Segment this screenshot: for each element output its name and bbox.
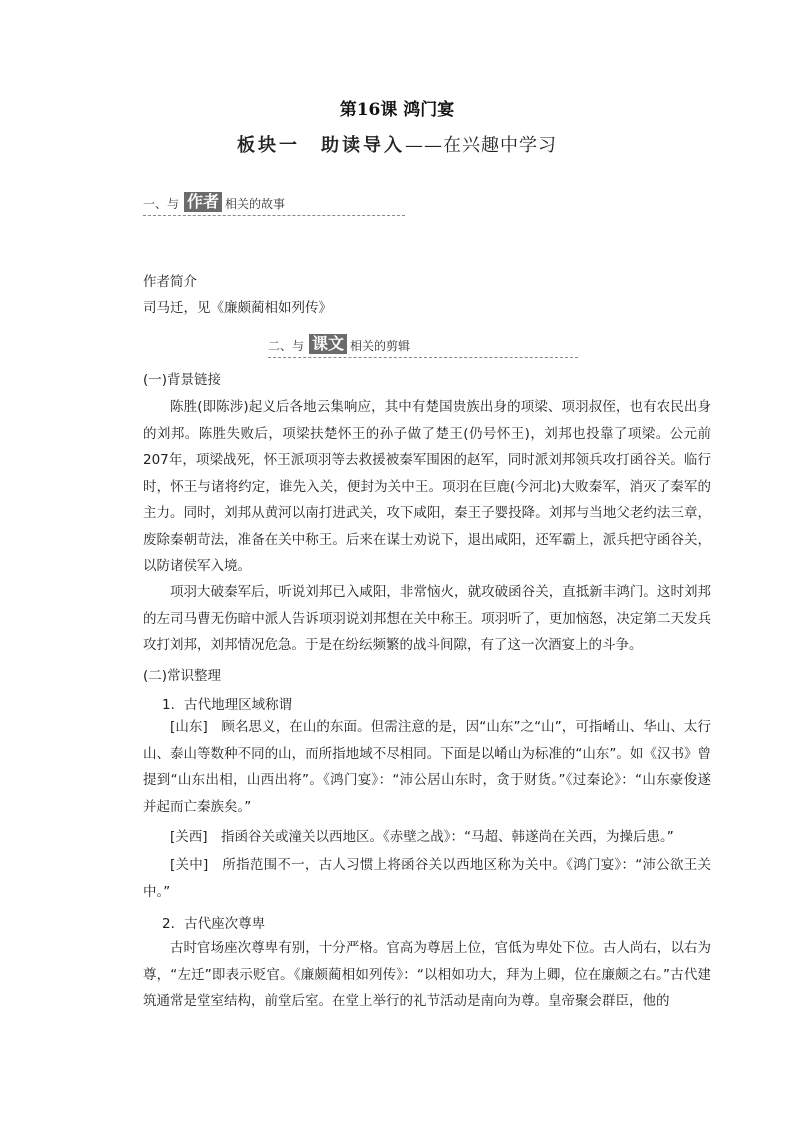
author-intro-text: 司马迁，见《廉颇蔺相如列传》 [143,300,332,316]
knowledge-item-heading: 1．古代地理区域称谓 [162,697,293,713]
lesson-title: 第16课 鸿门宴 [339,100,455,120]
background-heading: (一)背景链接 [143,372,222,388]
section-keyword-box: 课文 [309,334,347,354]
term-entry [143,714,711,820]
section-number: 一、与 [143,197,180,211]
term-entry [143,824,711,851]
term-label: [关西] [170,829,208,845]
section-suffix: 相关的故事 [225,197,286,211]
subtitle-main: 板块一 助读导入 [237,135,405,156]
term-entry [143,852,711,905]
background-paragraph: 项羽大破秦军后，听说刘邦已入咸阳，非常恼火，就攻破函谷关，直抵新丰鸿门。这时刘邦的左司马曹无伤暗中派人告诉项羽说刘邦想在关中称王。项羽听了，更加恼怒，决定第二天发兵攻打刘邦，刘邦情况危急。于是在纷纭频繁的战斗间隙，有了这一次酒宴上的斗争。 [143,584,711,653]
section-keyword-box: 作者 [184,192,222,212]
term-label: [关中] [170,857,209,873]
section-number: 二、与 [268,339,305,353]
term-text: 顾名思义，在山的东面。但需注意的是，因“山东”之“山”，可指崤山、华山、太行山、泰山等数种不同的山，而所指地域不尽相同。下面是以崤山为标准的“山东”。如《汉书》曾提到“山东出相，山西出将”。《鸿门宴》：“沛公居山东时，贪于财货。”《过秦论》：“山东豪俊遂并起而亡秦族矣。” [143,719,711,815]
term-text: 所指范围不一，古人习惯上将函谷关以西地区称为关中。《鸿门宴》：“沛公欲王关中。” [143,857,711,900]
block-subtitle [0,131,794,157]
author-intro-heading: 作者简介 [143,274,197,290]
term-label: [山东] [170,719,208,735]
section-text-heading [268,334,578,358]
section-suffix: 相关的剪辑 [350,339,411,353]
term-text: 指函谷关或潼关以西地区。《赤壁之战》：“马超、韩遂尚在关西，为操后患。” [221,829,674,845]
knowledge-heading: (二)常识整理 [143,668,222,684]
subtitle-tail: 在兴趣中学习 [443,135,557,156]
subtitle-dash: —— [405,135,443,156]
background-paragraph: 陈胜(即陈涉)起义后各地云集响应，其中有楚国贵族出身的项梁、项羽叔侄，也有农民出身的刘邦。陈胜失败后，项梁扶楚怀王的孙子做了楚王(仍号怀王)，刘邦也投靠了项梁。公元前207年，项梁战死，怀王派项羽等去救援被秦军围困的赵军，同时派刘邦领兵攻打函谷关。临行时，怀王与诸将约定，谁先入关，便封为关中王。项羽在巨鹿(今河北)大败秦军，消灭了秦军的主力。同时，刘邦从黄河以南打进武关，攻下咸阳，秦王子婴投降。刘邦与当地父老约法三章，废除秦朝苛法，准备在关中称王。后来在谋士劝说下，退出咸阳，还军霸上，派兵把守函谷关，以防诸侯军入境。 [143,399,711,574]
seating-paragraph: 古时官场座次尊卑有别，十分严格。官高为尊居上位，官低为卑处下位。古人尚右，以右为尊，“左迁”即表示贬官。《廉颇蔺相如列传》：“以相如功大，拜为上卿，位在廉颇之右。”古代建筑通常是堂室结构，前堂后室。在堂上举行的礼节活动是南向为尊。皇帝聚会群臣，他的 [143,940,711,1009]
section-author-heading [143,192,405,216]
knowledge-item-heading: 2．古代座次尊卑 [162,916,266,932]
